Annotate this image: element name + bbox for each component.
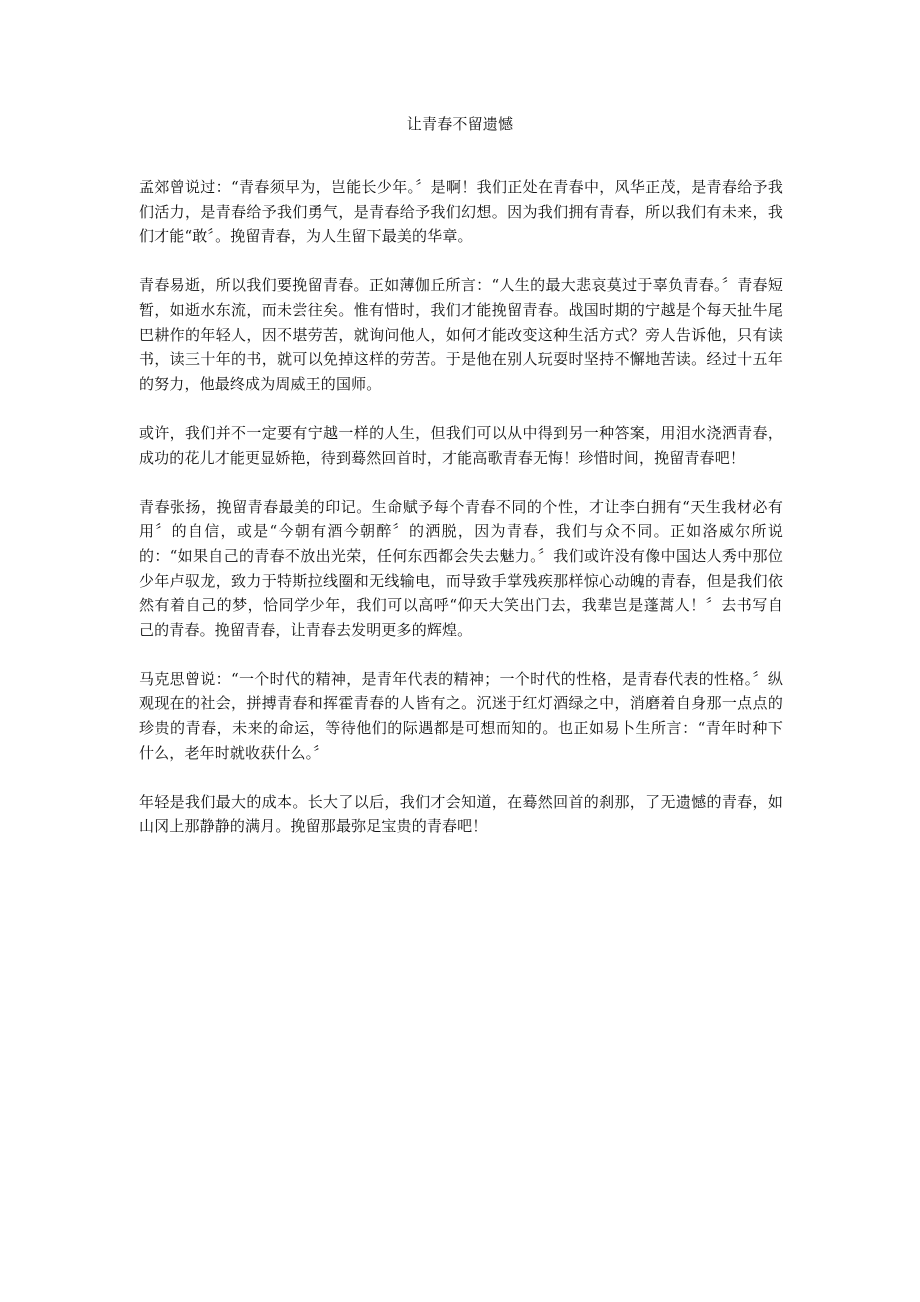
paragraph-4: 青春张扬，挽留青春最美的印记。生命赋予每个青春不同的个性，才让李白拥有“天生我材必有用〞的自信，或是“今朝有酒今朝醉〞的洒脱，因为青春，我们与众不同。正如洛威尔所说的：“如果自己的青春不放出光荣，任何东西都会失去魅力。〞我们或许没有像中国达人秀中那位少年卢驭龙，致力于特斯拉线圈和无线输电，而导致手掌残疾那样惊心动魄的青春，但是我们依然有着自己的梦，恰同学少年，我们可以高呼“仰天大笑出门去，我辈岂是蓬蒿人！〞去书写自己的青春。挽留青春，让青春去发明更多的辉煌。 <box>139 497 783 639</box>
paragraph-1: 孟郊曾说过：“青春须早为，岂能长少年。〞是啊！我们正处在青春中，风华正茂，是青春给予我们活力，是青春给予我们勇气，是青春给予我们幻想。因为我们拥有青春，所以我们有未来，我们才能“敢〞。挽留青春，为人生留下最美的华章。 <box>139 178 783 246</box>
paragraph-6: 年轻是我们最大的成本。长大了以后，我们才会知道，在蓦然回首的刹那，了无遗憾的青春，如山冈上那静静的满月。挽留那最弥足宝贵的青春吧！ <box>139 792 783 836</box>
document-title: 让青春不留遗憾 <box>406 115 514 133</box>
paragraph-2: 青春易逝，所以我们要挽留青春。正如薄伽丘所言：“人生的最大悲哀莫过于辜负青春。〞青春短暂，如逝水东流，而未尝往矣。惟有惜时，我们才能挽留青春。战国时期的宁越是个每天扯牛尾巴耕作的年轻人，因不堪劳苦，就询问他人，如何才能改变这种生活方式？旁人告诉他，只有读书，读三十年的书，就可以免掉这样的劳苦。于是他在别人玩耍时坚持不懈地苦读。经过十五年的努力，他最终成为周威王的国师。 <box>139 276 783 393</box>
document-body <box>139 175 783 839</box>
paragraph-5: 马克思曾说：“一个时代的精神，是青年代表的精神；一个时代的性格，是青春代表的性格。〞纵观现在的社会，拼搏青春和挥霍青春的人皆有之。沉迷于红灯酒绿之中，消磨着自身那一点点的珍贵的青春，未来的命运，等待他们的际遇都是可想而知的。也正如易卜生所言：“青年时种下什么，老年时就收获什么。〞 <box>139 669 783 762</box>
paragraph-3: 或许，我们并不一定要有宁越一样的人生，但我们可以从中得到另一种答案，用泪水浇洒青春，成功的花儿才能更显娇艳，待到蓦然回首时，才能高歌青春无悔！珍惜时间，挽留青春吧！ <box>139 423 783 467</box>
